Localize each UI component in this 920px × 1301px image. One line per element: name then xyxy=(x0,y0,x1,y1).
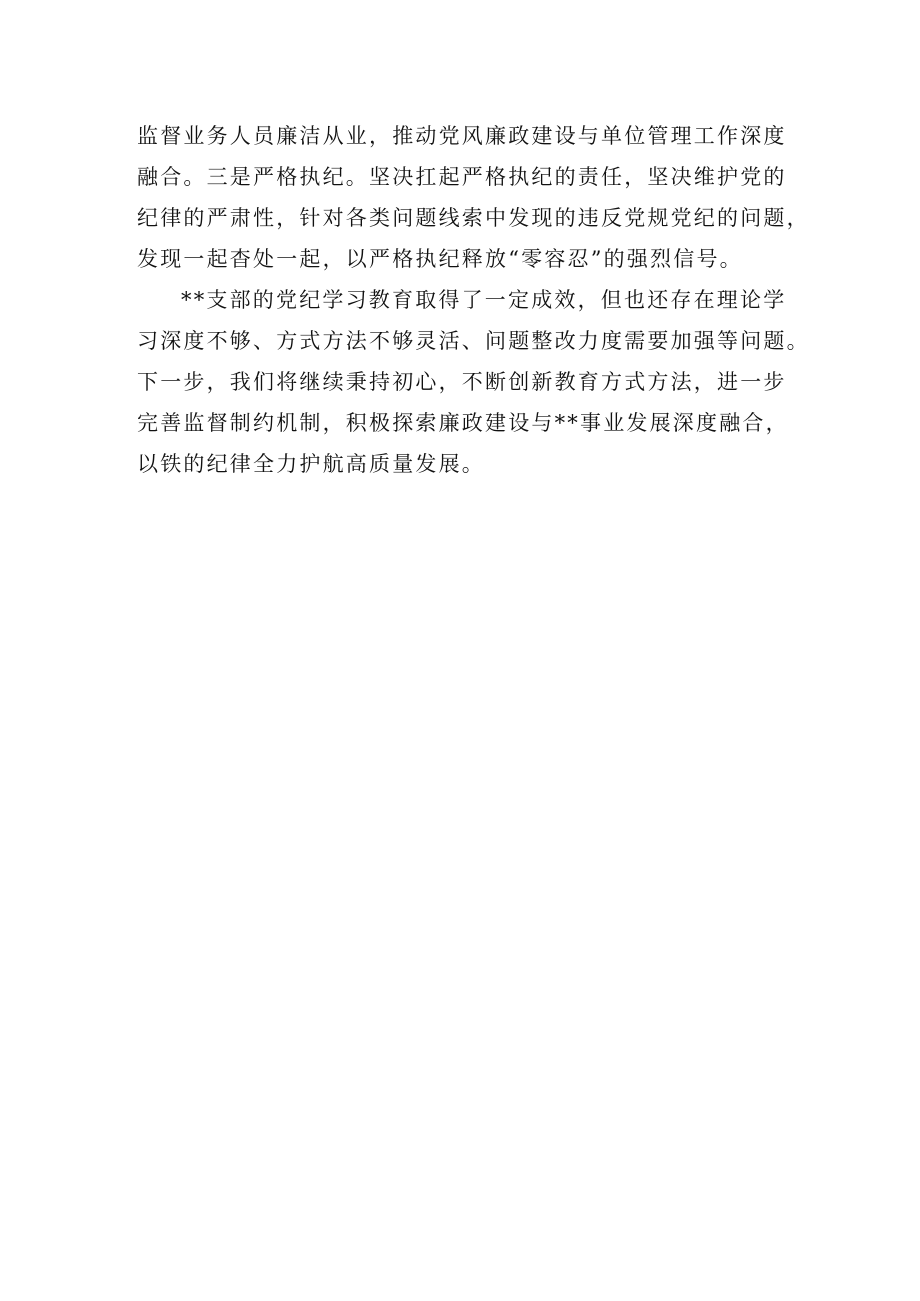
text-line: 习深度不够、方式方法不够灵活、问题整改力度需要加强等问题。 xyxy=(137,329,810,353)
paragraph-2 xyxy=(137,280,810,485)
text-line: **支部的党纪学习教育取得了一定成效，但也还存在理论学 xyxy=(181,288,787,312)
text-line: 监督业务人员廉洁从业，推动党风廉政建设与单位管理工作深度 xyxy=(137,124,787,148)
paragraph-1 xyxy=(137,116,810,280)
document-body xyxy=(137,116,810,485)
text-line: 发现一起杳处一起，以严格执纪释放“零容忍”的强烈信号。 xyxy=(137,247,743,271)
text-line: 下一步，我们将继续秉持初心，不断创新教育方式方法，进一步 xyxy=(137,370,787,394)
text-line: 以铁的纪律全力护航高质量发展。 xyxy=(137,452,485,476)
text-line: 纪律的严肃性，针对各类问题线索中发现的违反党规党纪的问题， xyxy=(137,206,810,230)
text-line: 融合。三是严格执纪。坚决扛起严格执纪的责任，坚决维护党的 xyxy=(137,165,787,189)
text-line: 完善监督制约机制，积极探索廉政建设与**事业发展深度融合， xyxy=(137,411,789,435)
